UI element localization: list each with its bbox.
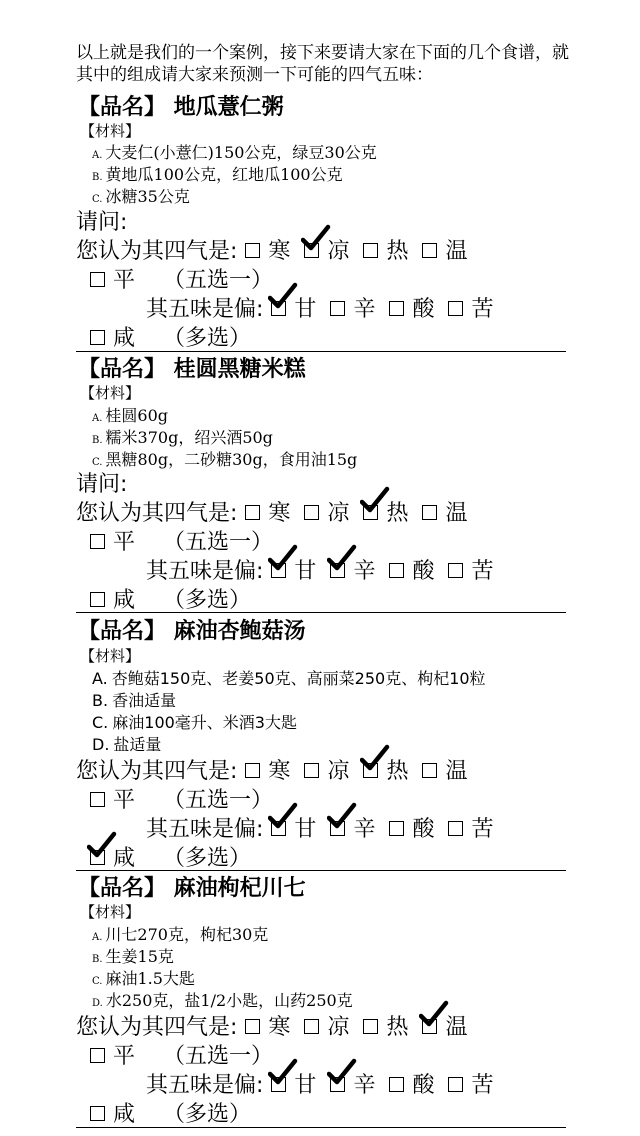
qi-option-warm[interactable] [422,234,467,265]
option-label: 苦 [471,297,494,322]
ingredient-marker: D. [92,735,110,754]
ingredient-item [92,944,174,967]
wei-label: 其五味是偏: [146,817,264,842]
ingredient-marker: A. [92,413,103,424]
checkbox[interactable] [389,301,404,316]
qi-option-neutral[interactable] [90,1039,135,1070]
option-label: 辛 [353,817,376,842]
qi-option-hot[interactable] [363,496,408,527]
qi-option-hot[interactable] [363,1010,408,1041]
checkbox[interactable] [448,301,463,316]
ingredient-text: 生姜15克 [105,947,174,966]
checkbox[interactable] [304,1019,319,1034]
ingredient-marker: A. [92,669,108,688]
section-divider [76,1127,566,1128]
option-label: 寒 [268,501,291,526]
option-label: 甘 [294,559,317,584]
qi-option-warm[interactable] [422,1010,467,1041]
option-label: 平 [113,788,136,813]
qi-note: （五选一） [163,268,274,293]
checkmark-icon [360,486,390,516]
ingredient-text: 黑糖80g，二砂糖30g，食用油15g [105,450,358,469]
wei-note: （多选） [163,846,252,871]
ingredient-item [92,710,297,733]
option-label: 温 [445,501,468,526]
qi-option-cool[interactable] [304,1010,349,1041]
checkmark-icon [268,802,298,832]
recipe-title: 【品名】 地瓜薏仁粥 [78,95,284,120]
option-label: 温 [445,759,468,784]
wei-row-continued [90,841,251,872]
ingredient-item [92,688,176,711]
checkbox[interactable] [422,505,437,520]
wei-option-bitter[interactable] [448,292,493,323]
intro-text: 以上就是我们的一个案例，接下来要请大家在下面的几个食谱，就其中的组成请大家来预测一下可能的四气五味： [76,43,569,85]
ingredient-text: 糯米370g，绍兴酒50g [105,428,273,447]
checkbox[interactable] [90,272,105,287]
qi-option-cold[interactable] [245,1010,290,1041]
checkbox[interactable] [245,243,260,258]
recipe-title: 【品名】 麻油枸杞川七 [78,876,306,901]
ingredient-text: 香油适量 [112,691,177,710]
qi-option-warm[interactable] [422,496,467,527]
option-label: 辛 [353,559,376,584]
checkbox[interactable] [330,301,345,316]
checkbox[interactable] [448,1077,463,1092]
wei-option-sweet[interactable] [271,554,316,585]
qi-row-continued [90,525,273,556]
qi-option-cold[interactable] [245,754,290,785]
qi-note: （五选一） [163,530,274,555]
checkbox[interactable] [304,505,319,520]
ingredient-marker: A. [92,932,103,943]
checkbox[interactable] [90,592,105,607]
wei-row-continued [90,1097,251,1128]
option-label: 凉 [327,759,350,784]
qi-row-continued [90,783,273,814]
option-label: 凉 [327,1015,350,1040]
question-label: 请问: [76,210,128,235]
ingredient-marker: A. [92,150,103,161]
ingredient-text: 大麦仁(小薏仁)150公克，绿豆30公克 [105,143,377,162]
wei-row-continued [90,583,251,614]
qi-row-continued [90,1039,273,1070]
checkbox[interactable] [448,821,463,836]
option-label: 咸 [113,326,136,351]
ingredient-item [92,140,377,163]
wei-option-pungent[interactable] [330,554,375,585]
checkmark-icon [327,1058,357,1088]
qi-option-cold[interactable] [245,234,290,265]
qi-option-neutral[interactable] [90,525,135,556]
checkbox[interactable] [90,1106,105,1121]
option-label: 热 [386,1015,409,1040]
option-label: 寒 [268,759,291,784]
option-label: 凉 [327,501,350,526]
checkbox[interactable] [245,505,260,520]
ingredient-item [92,403,168,426]
materials-label: 【材料】 [80,384,141,402]
ingredient-text: 桂圆60g [105,406,169,425]
wei-option-sour[interactable] [389,1068,434,1099]
ingredient-text: 杏鲍菇150克、老姜50克、高丽菜250克、枸杞10粒 [111,669,486,688]
checkbox[interactable] [245,1019,260,1034]
ingredient-text: 麻油1.5大匙 [105,969,195,988]
ingredient-text: 麻油100毫升、米酒3大匙 [112,713,297,732]
ingredient-text: 水250克，盐1/2小匙，山药250克 [105,991,353,1010]
wei-row [146,812,507,843]
ingredient-item [92,447,357,470]
checkbox[interactable] [90,330,105,345]
wei-option-pungent[interactable] [330,812,375,843]
wei-row [146,554,507,585]
qi-row [76,1010,481,1041]
checkbox[interactable] [304,763,319,778]
option-label: 辛 [353,297,376,322]
checkmark-icon [268,544,298,574]
checkbox[interactable] [90,534,105,549]
option-label: 酸 [412,1073,435,1098]
qi-note: （五选一） [163,788,274,813]
checkmark-icon [301,224,331,254]
ingredient-marker: C. [92,457,103,468]
wei-row [146,292,507,323]
wei-option-sour[interactable] [389,292,434,323]
section-divider [76,612,566,613]
checkbox[interactable] [90,1048,105,1063]
wei-option-sweet[interactable] [271,1068,316,1099]
qi-label: 您认为其四气是: [76,239,238,264]
wei-note: （多选） [163,326,252,351]
ingredient-item [92,732,161,755]
option-label: 热 [386,759,409,784]
option-label: 寒 [268,239,291,264]
option-label: 酸 [412,817,435,842]
wei-option-salty[interactable] [90,841,135,872]
qi-option-hot[interactable] [363,754,408,785]
checkbox[interactable] [245,763,260,778]
option-label: 酸 [412,559,435,584]
checkmark-icon [268,282,298,312]
ingredient-item [92,162,343,185]
wei-option-pungent[interactable] [330,1068,375,1099]
ingredient-item [92,922,268,945]
option-label: 平 [113,530,136,555]
option-label: 辛 [353,1073,376,1098]
option-label: 甘 [294,297,317,322]
wei-option-salty[interactable] [90,583,135,614]
wei-note: （多选） [163,588,252,613]
ingredient-marker: C. [92,976,103,987]
checkmark-icon [360,744,390,774]
wei-option-salty[interactable] [90,1097,135,1128]
option-label: 凉 [327,239,350,264]
ingredient-item [92,425,273,448]
qi-option-neutral[interactable] [90,783,135,814]
recipe-title: 【品名】 桂圆黑糖米糕 [78,357,306,382]
wei-option-sweet[interactable] [271,812,316,843]
qi-option-cold[interactable] [245,496,290,527]
question-label: 请问: [76,472,128,497]
wei-label: 其五味是偏: [146,1073,264,1098]
ingredient-text: 冰糖35公克 [105,187,190,206]
option-label: 甘 [294,1073,317,1098]
qi-option-neutral[interactable] [90,263,135,294]
materials-label: 【材料】 [80,903,141,921]
ingredient-text: 黄地瓜100公克，红地瓜100公克 [105,165,343,184]
wei-row [146,1068,507,1099]
checkbox[interactable] [389,1077,404,1092]
wei-option-sweet[interactable] [271,292,316,323]
wei-label: 其五味是偏: [146,297,264,322]
option-label: 甘 [294,817,317,842]
ingredient-item [92,184,190,207]
wei-row-continued [90,321,251,352]
qi-row [76,234,481,265]
qi-label: 您认为其四气是: [76,1015,238,1040]
ingredient-text: 盐适量 [113,735,162,754]
option-label: 平 [113,1044,136,1069]
checkmark-icon [327,802,357,832]
wei-option-bitter[interactable] [448,812,493,843]
qi-label: 您认为其四气是: [76,501,238,526]
materials-label: 【材料】 [80,647,141,665]
wei-option-sour[interactable] [389,812,434,843]
ingredient-item [92,988,353,1011]
materials-label: 【材料】 [80,122,141,140]
ingredient-item [92,666,486,689]
ingredient-text: 川七270克，枸杞30克 [105,925,269,944]
checkmark-icon [268,1058,298,1088]
option-label: 寒 [268,1015,291,1040]
wei-label: 其五味是偏: [146,559,264,584]
option-label: 热 [386,501,409,526]
option-label: 平 [113,268,136,293]
qi-option-cool[interactable] [304,496,349,527]
qi-row [76,496,481,527]
wei-note: （多选） [163,1102,252,1127]
checkmark-icon [327,544,357,574]
qi-option-cool[interactable] [304,234,349,265]
qi-option-cool[interactable] [304,754,349,785]
qi-note: （五选一） [163,1044,274,1069]
checkbox[interactable] [422,763,437,778]
qi-label: 您认为其四气是: [76,759,238,784]
checkbox[interactable] [90,792,105,807]
option-label: 咸 [113,588,136,613]
ingredient-marker: B. [92,691,109,710]
checkbox[interactable] [422,243,437,258]
checkbox[interactable] [389,563,404,578]
qi-row-continued [90,263,273,294]
ingredient-marker: B. [92,172,103,183]
checkbox[interactable] [389,821,404,836]
option-label: 温 [445,1015,468,1040]
option-label: 酸 [412,297,435,322]
ingredient-marker: D. [92,998,103,1009]
checkbox[interactable] [363,243,378,258]
option-label: 热 [386,239,409,264]
ingredient-item [92,966,195,989]
recipe-title: 【品名】 麻油杏鲍菇汤 [78,619,306,644]
checkbox[interactable] [448,563,463,578]
wei-option-bitter[interactable] [448,1068,493,1099]
qi-option-warm[interactable] [422,754,467,785]
checkmark-icon [87,831,117,861]
option-label: 咸 [113,846,136,871]
ingredient-marker: C. [92,713,109,732]
checkmark-icon [419,1000,449,1030]
option-label: 苦 [471,1073,494,1098]
wei-option-sour[interactable] [389,554,434,585]
checkbox[interactable] [363,1019,378,1034]
wei-option-bitter[interactable] [448,554,493,585]
qi-option-hot[interactable] [363,234,408,265]
option-label: 苦 [471,559,494,584]
option-label: 温 [445,239,468,264]
option-label: 咸 [113,1102,136,1127]
wei-option-pungent[interactable] [330,292,375,323]
ingredient-marker: B. [92,435,103,446]
qi-row [76,754,481,785]
option-label: 苦 [471,817,494,842]
ingredient-marker: B. [92,954,103,965]
wei-option-salty[interactable] [90,321,135,352]
ingredient-marker: C. [92,194,103,205]
